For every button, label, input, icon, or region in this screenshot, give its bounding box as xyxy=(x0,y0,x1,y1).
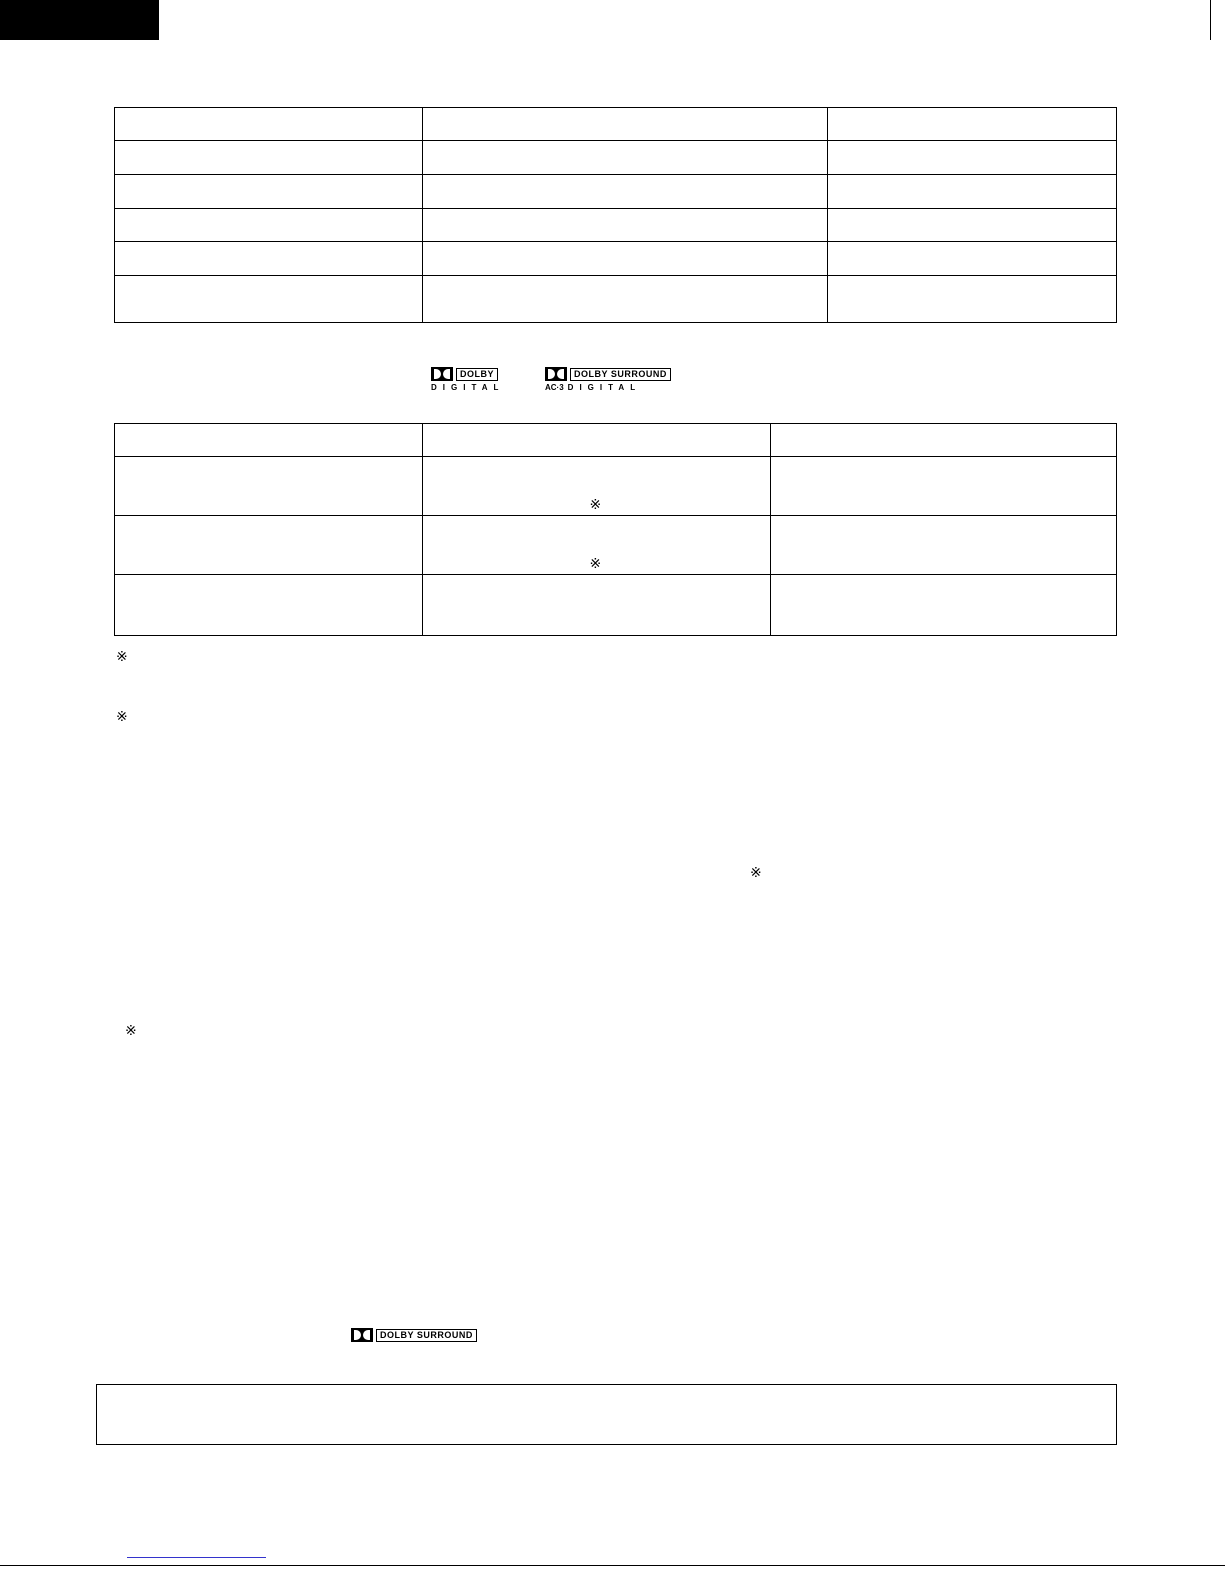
note-mark: ※ xyxy=(116,708,128,724)
table-cell xyxy=(115,209,423,242)
logo-prefix-text: AC·3 xyxy=(545,383,564,392)
table-cell xyxy=(828,209,1117,242)
table-cell xyxy=(423,276,828,323)
table-cell xyxy=(771,424,1117,457)
table-row xyxy=(115,276,1117,323)
logo-box-text: DOLBY SURROUND xyxy=(570,368,671,381)
table-row xyxy=(115,516,1117,575)
double-d-icon xyxy=(431,367,453,381)
table-cell xyxy=(115,276,423,323)
table-cell xyxy=(423,242,828,276)
table-row xyxy=(115,424,1117,457)
table-cell xyxy=(423,175,828,209)
table-cell xyxy=(771,457,1117,516)
table-cell xyxy=(115,242,423,276)
table-row xyxy=(115,108,1117,141)
footer-rule xyxy=(0,1565,1225,1566)
note-mark: ※ xyxy=(116,648,128,664)
table-cell xyxy=(115,141,423,175)
table-cell xyxy=(115,175,423,209)
table-cell xyxy=(423,516,771,575)
table-cell xyxy=(771,575,1117,636)
table-cell xyxy=(828,242,1117,276)
table-cell xyxy=(115,108,423,141)
table-cell xyxy=(423,424,771,457)
table-cell xyxy=(423,141,828,175)
table-cell xyxy=(423,209,828,242)
table-top xyxy=(114,107,1117,323)
page-edge-mark xyxy=(1210,0,1211,40)
note-mark: ※ xyxy=(589,496,602,512)
table-cell xyxy=(115,575,423,636)
table-cell xyxy=(115,457,423,516)
table-row xyxy=(115,575,1117,636)
table-cell xyxy=(115,516,423,575)
table-cell xyxy=(828,276,1117,323)
double-d-icon xyxy=(351,1328,373,1342)
table-cell xyxy=(423,575,771,636)
notice-box xyxy=(96,1384,1117,1445)
logo-box-text: DOLBY SURROUND xyxy=(376,1329,477,1342)
table-cell xyxy=(828,175,1117,209)
logo-sub-text: DIGITAL xyxy=(567,383,642,392)
dolby-digital-logo xyxy=(431,367,504,393)
table-row xyxy=(115,209,1117,242)
logo-box-text: DOLBY xyxy=(456,368,498,381)
table-cell xyxy=(115,424,423,457)
table-bottom xyxy=(114,423,1117,636)
table-cell xyxy=(423,108,828,141)
table-cell xyxy=(423,457,771,516)
dolby-surround-ac3-logo xyxy=(545,367,671,393)
table-cell xyxy=(828,108,1117,141)
dolby-surround-logo xyxy=(351,1328,477,1342)
table-cell xyxy=(828,141,1117,175)
note-mark: ※ xyxy=(125,1022,137,1038)
table-row xyxy=(115,457,1117,516)
footer-link-underline[interactable] xyxy=(127,1557,266,1558)
double-d-icon xyxy=(545,367,567,381)
table-row xyxy=(115,175,1117,209)
logo-sub-text: DIGITAL xyxy=(431,383,505,392)
table-row xyxy=(115,242,1117,276)
table-row xyxy=(115,141,1117,175)
table-cell xyxy=(771,516,1117,575)
note-mark: ※ xyxy=(589,555,602,571)
header-black-tab xyxy=(0,0,159,40)
note-mark: ※ xyxy=(750,864,762,880)
